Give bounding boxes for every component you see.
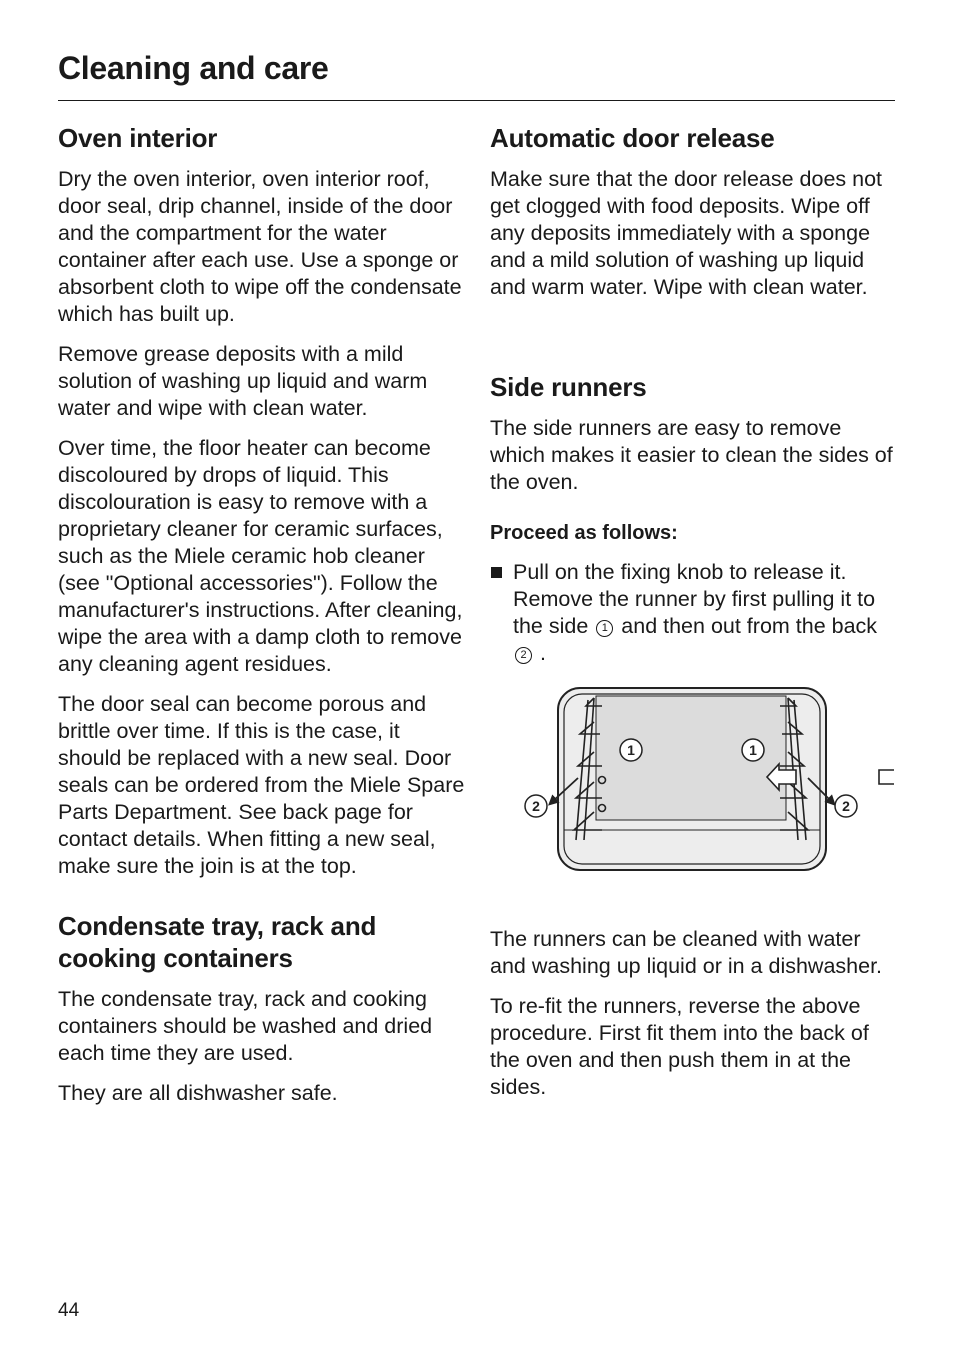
heading-side-runners: Side runners (490, 372, 647, 402)
title-divider (58, 100, 895, 101)
bullet-square-icon (491, 567, 502, 578)
paragraph: To re-fit the runners, reverse the above procedure. First fit them into the back of the oven and then push them in at the sides. (490, 994, 869, 1099)
callout-2-left (525, 795, 547, 817)
arrow-left-pull-icon (879, 764, 894, 790)
page-number: 44 (58, 1300, 80, 1321)
svg-text:2: 2 (842, 798, 850, 814)
paragraph: The condensate tray, rack and cooking containers should be washed and dried each time they are used. (58, 987, 433, 1065)
circled-number-1: 1 (596, 620, 613, 637)
svg-text:2: 2 (532, 798, 540, 814)
paragraph: Dry the oven interior, oven interior roof, door seal, drip channel, inside of the door and the compartment for the water container after each use. Use a sponge or absorbent cloth to wipe off the condensate which has built up. (58, 167, 462, 326)
proceed-label: Proceed as follows: (490, 522, 678, 544)
heading-oven-interior: Oven interior (58, 123, 218, 153)
paragraph: The door seal can become porous and brittle over time. If this is the case, it should be replaced with a new seal. Door seals can be ordered from the Miele Spare Parts Department. See back page for contact details. When fitting a new seal, make sure the join is at the top. (58, 692, 465, 878)
left-column (58, 122, 466, 1120)
callout-1-right (742, 739, 764, 761)
svg-text:1: 1 (749, 742, 757, 758)
heading-condensate-tray: Condensate tray, rack and cooking containers (58, 911, 377, 973)
right-column (490, 122, 898, 1114)
oven-runners-illustration (490, 680, 894, 888)
callout-1-left (620, 739, 642, 761)
bullet-text: and then out from the back (621, 614, 878, 638)
bullet-text: . (539, 641, 546, 665)
bullet-text: Pull on the fixing knob to release it. Remove the runner by first pulling it to the side (513, 560, 876, 638)
paragraph: The side runners are easy to remove which makes it easier to clean the sides of the oven. (490, 416, 893, 494)
paragraph: Make sure that the door release does not get clogged with food deposits. Wipe off any deposits immediately with a sponge and a mild solution of washing up liquid and warm water. Wipe with clean water. (490, 167, 883, 299)
callout-2-right (835, 795, 857, 817)
paragraph: The runners can be cleaned with water and washing up liquid or in a dishwasher. (490, 927, 883, 978)
circled-number-2: 2 (515, 647, 532, 664)
paragraph: They are all dishwasher safe. (58, 1081, 338, 1105)
svg-text:1: 1 (627, 742, 635, 758)
side-runner-figure (490, 680, 894, 888)
heading-door-release: Automatic door release (490, 123, 775, 153)
paragraph: Over time, the floor heater can become discoloured by drops of liquid. This discolouration is easy to remove with a proprietary cleaner for ceramic surfaces, such as the Miele ceramic hob cleaner (see "Optional accessories"). Follow the manufacturer's instructions. After cleaning, wipe the area with a damp cloth to remove any cleaning agent residues. (58, 436, 463, 676)
bullet-item (490, 559, 898, 667)
page-title: Cleaning and care (58, 50, 329, 86)
paragraph: Remove grease deposits with a mild solution of washing up liquid and warm water and wipe with clean water. (58, 342, 428, 420)
